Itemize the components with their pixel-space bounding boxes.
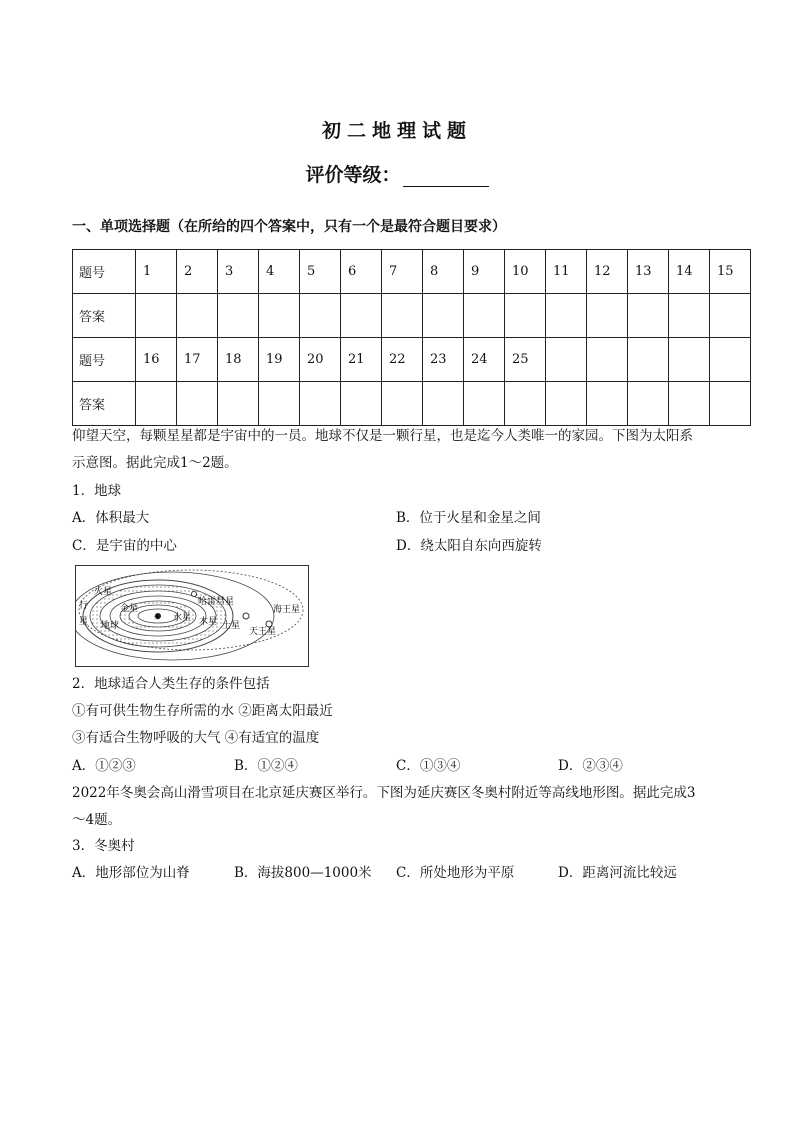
question-number: 5	[300, 250, 341, 294]
question-number	[710, 338, 751, 382]
question-number: 15	[710, 250, 751, 294]
question-number	[669, 338, 710, 382]
mars-label: 火星	[94, 587, 113, 597]
answer-cell[interactable]	[464, 294, 505, 338]
option-a: A．体积最大	[72, 510, 150, 526]
uranus-label: 天王星	[249, 627, 277, 637]
question-number: 22	[382, 338, 423, 382]
intro-paragraph-line: 2022年冬奥会高山滑雪项目在北京延庆赛区举行。下图为延庆赛区冬奥村附近等高线地形图。据此完成3	[72, 785, 696, 801]
answer-cell[interactable]	[505, 294, 546, 338]
question-number: 10	[505, 250, 546, 294]
answer-cell[interactable]	[587, 294, 628, 338]
answer-cell[interactable]	[628, 294, 669, 338]
solar-system-diagram	[76, 566, 308, 666]
question-number: 11	[546, 250, 587, 294]
answer-cell[interactable]	[587, 382, 628, 426]
option-a: A．地形部位为山脊	[72, 865, 190, 881]
answer-cell[interactable]	[464, 382, 505, 426]
question-number: 20	[300, 338, 341, 382]
answer-cell[interactable]	[259, 382, 300, 426]
question-number: 7	[382, 250, 423, 294]
question-number	[587, 338, 628, 382]
star-label-left: 星	[79, 617, 89, 627]
question-number: 16	[136, 338, 177, 382]
question-number: 9	[464, 250, 505, 294]
statement-line: ③有适合生物呼吸的大气 ④有适宜的温度	[72, 730, 320, 746]
answer-cell[interactable]	[505, 382, 546, 426]
answer-cell[interactable]	[710, 382, 751, 426]
answer-table	[72, 249, 751, 426]
question-number: 4	[259, 250, 300, 294]
comet-label: 哈雷彗星	[198, 597, 235, 607]
venus-label: 金星	[120, 604, 139, 614]
answer-cell[interactable]	[341, 382, 382, 426]
row-label: 答案	[73, 382, 136, 426]
question-number: 1	[136, 250, 177, 294]
answer-cell[interactable]	[628, 382, 669, 426]
answer-cell[interactable]	[669, 382, 710, 426]
question-number: 21	[341, 338, 382, 382]
question-number: 14	[669, 250, 710, 294]
section-heading: 一、单项选择题（在所给的四个答案中，只有一个是最符合题目要求）	[72, 219, 506, 235]
answer-cell[interactable]	[300, 294, 341, 338]
answer-cell[interactable]	[177, 294, 218, 338]
answer-cell[interactable]	[218, 382, 259, 426]
option-d: D．②③④	[558, 758, 623, 774]
answer-cell[interactable]	[710, 294, 751, 338]
question-number: 13	[628, 250, 669, 294]
option-b: B．位于火星和金星之间	[396, 510, 541, 526]
statement-line: ①有可供生物生存所需的水 ②距离太阳最近	[72, 703, 333, 719]
mercury-label: 水星	[173, 613, 192, 623]
question-stem: 1．地球	[72, 483, 122, 499]
option-d: D．绕太阳自东向西旋转	[396, 538, 542, 554]
question-number: 23	[423, 338, 464, 382]
answer-cell[interactable]	[177, 382, 218, 426]
row-label: 答案	[73, 294, 136, 338]
intro-paragraph-line: 仰望天空，每颗星星都是宇宙中的一员。地球不仅是一颗行星，也是迄今人类唯一的家园。下图为太阳系	[72, 428, 693, 444]
question-number: 18	[218, 338, 259, 382]
answer-cell[interactable]	[136, 294, 177, 338]
option-d: D．距离河流比较远	[558, 865, 677, 881]
option-c: C．是宇宙的中心	[72, 538, 177, 554]
solar-system-figure	[75, 565, 309, 667]
answer-cell[interactable]	[546, 382, 587, 426]
table-row	[73, 338, 751, 382]
option-b: B．①②④	[234, 758, 298, 774]
table-row	[73, 294, 751, 338]
question-number: 2	[177, 250, 218, 294]
option-c: C．①③④	[396, 758, 461, 774]
question-number: 25	[505, 338, 546, 382]
answer-cell[interactable]	[341, 294, 382, 338]
question-number: 12	[587, 250, 628, 294]
answer-cell[interactable]	[382, 382, 423, 426]
row-label: 题号	[73, 338, 136, 382]
answer-cell[interactable]	[669, 294, 710, 338]
answer-cell[interactable]	[218, 294, 259, 338]
answer-cell[interactable]	[546, 294, 587, 338]
planet-label-left: 行	[79, 601, 89, 611]
grade-blank[interactable]	[403, 166, 489, 187]
question-number: 24	[464, 338, 505, 382]
neptune-label: 海王星	[273, 605, 301, 615]
question-number: 8	[423, 250, 464, 294]
option-c: C．所处地形为平原	[396, 865, 515, 881]
option-b: B．海拔800—1000米	[234, 865, 372, 881]
answer-cell[interactable]	[300, 382, 341, 426]
answer-cell[interactable]	[136, 382, 177, 426]
answer-cell[interactable]	[423, 294, 464, 338]
question-number: 17	[177, 338, 218, 382]
table-row	[73, 382, 751, 426]
question-stem: 3．冬奥村	[72, 838, 135, 854]
grade-line	[0, 160, 794, 187]
question-number	[546, 338, 587, 382]
intro-paragraph-line: 示意图。据此完成1～2题。	[72, 455, 238, 471]
answer-cell[interactable]	[382, 294, 423, 338]
earth-label: 地球	[101, 621, 120, 631]
question-number: 19	[259, 338, 300, 382]
question-stem: 2．地球适合人类生存的条件包括	[72, 676, 270, 692]
saturn-label: 土星	[222, 621, 241, 631]
question-number: 6	[341, 250, 382, 294]
intro-paragraph-line: ～4题。	[72, 812, 122, 828]
jupiter-label: 木星	[199, 617, 218, 627]
row-label: 题号	[73, 250, 136, 294]
table-row	[73, 250, 751, 294]
answer-cell[interactable]	[259, 294, 300, 338]
question-number	[628, 338, 669, 382]
page-title: 初二地理试题	[321, 120, 472, 142]
grade-label: 评价等级：	[305, 164, 401, 186]
option-a: A．①②③	[72, 758, 136, 774]
question-number: 3	[218, 250, 259, 294]
answer-cell[interactable]	[423, 382, 464, 426]
sun-label: ☀	[153, 613, 162, 623]
